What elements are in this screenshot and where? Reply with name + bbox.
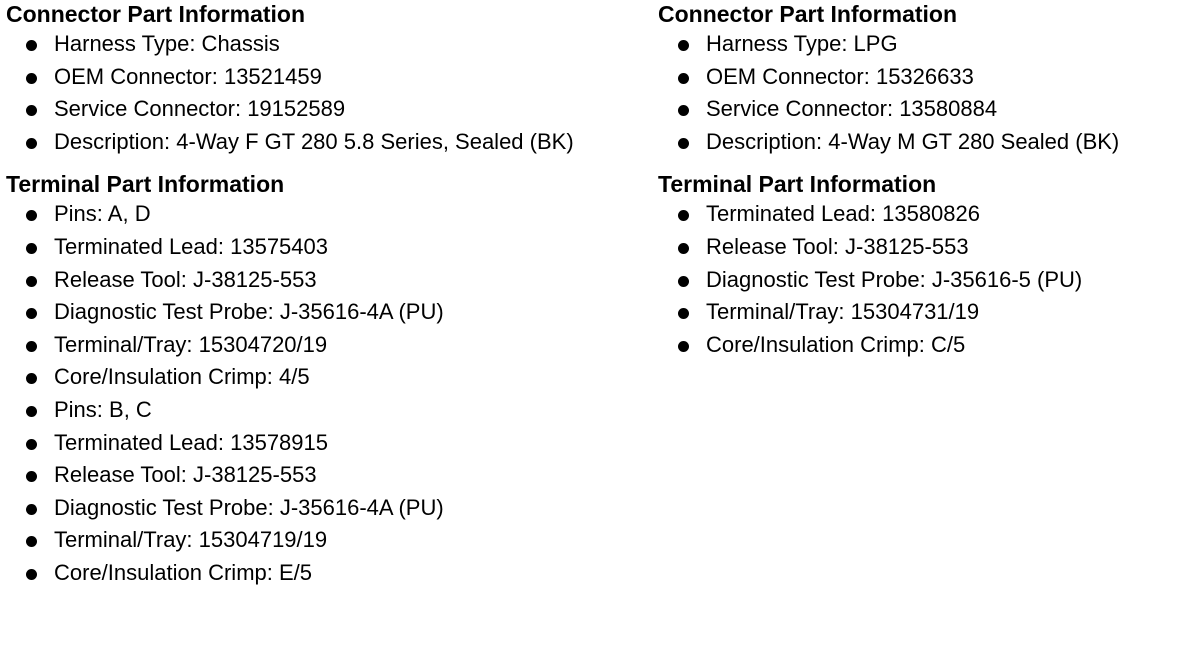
connector-info-list [658,28,1194,158]
connector-heading: Connector Part Information [658,1,958,27]
list-item: Release Tool: J-38125-553 [658,231,1194,264]
list-item: Core/Insulation Crimp: 4/5 [6,361,646,394]
list-item: Harness Type: LPG [658,28,1194,61]
right-column [658,0,1194,361]
list-item: OEM Connector: 15326633 [658,61,1194,94]
list-item: Release Tool: J-38125-553 [6,264,646,297]
list-item: Service Connector: 19152589 [6,93,646,126]
list-item: Pins: A, D [6,198,646,231]
list-item: Terminated Lead: 13578915 [6,427,646,460]
list-item: Harness Type: Chassis [6,28,646,61]
terminal-info-list [658,198,1194,361]
list-item: Terminated Lead: 13580826 [658,198,1194,231]
terminal-heading: Terminal Part Information [658,171,937,198]
list-item: Pins: B, C [6,394,646,427]
connector-heading: Connector Part Information [6,1,306,27]
terminal-info-list [6,198,646,394]
list-item: OEM Connector: 13521459 [6,61,646,94]
list-item: Terminal/Tray: 15304719/19 [6,524,646,557]
list-item: Diagnostic Test Probe: J-35616-5 (PU) [658,264,1194,297]
list-item: Terminal/Tray: 15304731/19 [658,296,1194,329]
list-item: Diagnostic Test Probe: J-35616-4A (PU) [6,492,646,525]
list-item: Diagnostic Test Probe: J-35616-4A (PU) [6,296,646,329]
list-item: Release Tool: J-38125-553 [6,459,646,492]
list-item: Core/Insulation Crimp: C/5 [658,329,1194,362]
connector-info-list [6,28,646,158]
list-item: Service Connector: 13580884 [658,93,1194,126]
list-item: Terminated Lead: 13575403 [6,231,646,264]
left-column [6,0,646,590]
list-item: Core/Insulation Crimp: E/5 [6,557,646,590]
terminal-info-list [6,394,646,590]
list-item: Description: 4-Way F GT 280 5.8 Series, Sealed (BK) [6,126,646,159]
list-item: Description: 4-Way M GT 280 Sealed (BK) [658,126,1194,159]
terminal-heading: Terminal Part Information [6,171,285,198]
list-item: Terminal/Tray: 15304720/19 [6,329,646,362]
